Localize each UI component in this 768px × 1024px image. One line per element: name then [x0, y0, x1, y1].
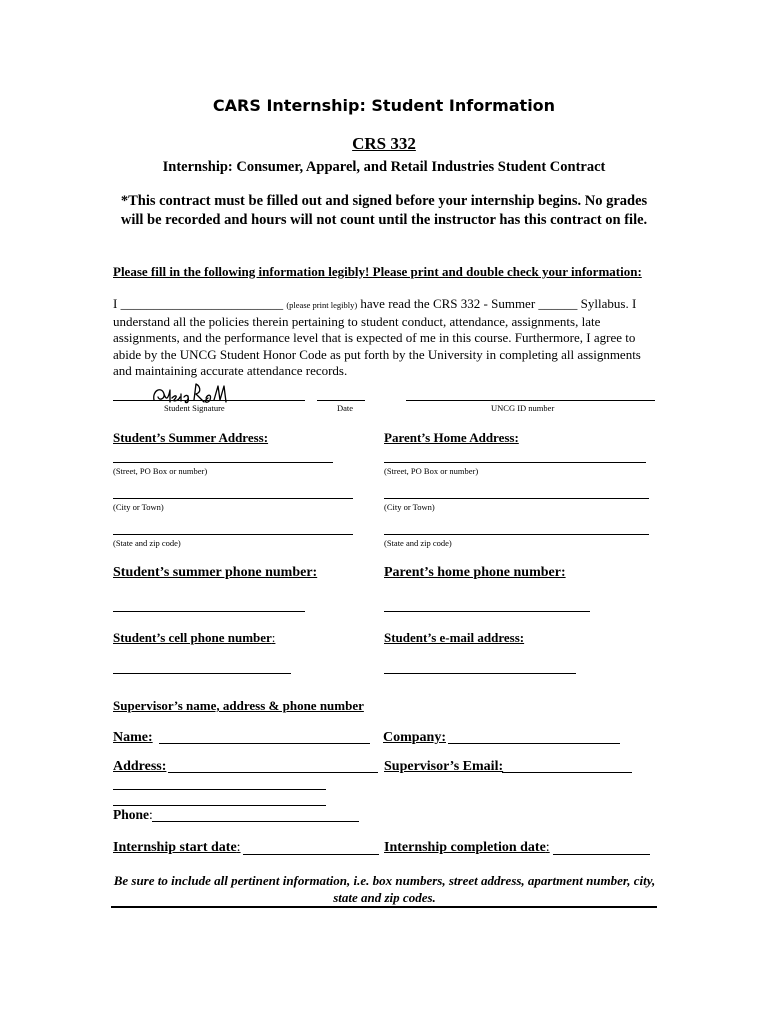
date-label: Date — [337, 403, 354, 413]
supervisor-address-line-2[interactable] — [113, 789, 326, 790]
parent-city-hint: (City or Town) — [384, 502, 435, 512]
summer-year-blank[interactable]: ______ — [538, 296, 578, 311]
internship-completion-line[interactable] — [553, 854, 650, 855]
company-line[interactable] — [448, 743, 620, 744]
course-code: CRS 332 — [352, 134, 416, 153]
completion-text: Internship completion date — [384, 840, 546, 855]
page-title: CARS Internship: Student Information — [212, 96, 556, 115]
start-text: Internship start date — [113, 840, 237, 855]
phone-colon: : — [149, 807, 153, 822]
fill-instructions: Please fill in the following information legibly! Please print and double check your information: — [113, 264, 642, 279]
parent-city-line[interactable] — [384, 498, 649, 499]
supervisor-name-line[interactable] — [159, 743, 370, 744]
agreement-body: Syllabus. I understand all the policies therein pertaining to student conduct, attendance, assignments, late assignments, and the performance level that is expected of me in this course. Furthermore, I agree to abide by the UNCG Student Honor Code as put forth by the University in completing all assignments and maintaining accurate attendance records. — [113, 296, 641, 378]
parent-home-phone-label: Parent’s home phone number: — [384, 565, 566, 580]
student-cell-line[interactable] — [113, 673, 291, 674]
student-cell-text: Student’s cell phone number — [113, 630, 272, 645]
student-street-hint: (Street, PO Box or number) — [113, 466, 208, 476]
date-line[interactable] — [317, 400, 365, 401]
student-state-hint: (State and zip code) — [113, 538, 181, 548]
student-signature-line[interactable] — [113, 400, 305, 401]
internship-start-line[interactable] — [243, 854, 379, 855]
student-email-line[interactable] — [384, 673, 576, 674]
student-street-line[interactable] — [113, 462, 333, 463]
parent-state-line[interactable] — [384, 534, 649, 535]
supervisor-address-line-1[interactable] — [168, 772, 378, 773]
supervisor-phone-label — [113, 807, 153, 823]
print-note: (please print legibly) — [286, 300, 358, 310]
student-address-label: Student’s Summer Address: — [113, 430, 269, 445]
supervisor-name-label: Name: — [113, 730, 153, 745]
supervisor-email-label: Supervisor’s Email: — [384, 759, 504, 774]
student-state-line[interactable] — [113, 534, 353, 535]
agreement-paragraph — [113, 296, 658, 380]
supervisor-address-line-3[interactable] — [113, 805, 326, 806]
uncg-id-line[interactable] — [406, 400, 655, 401]
parent-street-hint: (Street, PO Box or number) — [384, 466, 479, 476]
supervisor-email-line[interactable] — [502, 772, 632, 773]
student-summer-phone-label: Student’s summer phone number: — [113, 565, 318, 580]
uncg-id-label: UNCG ID number — [491, 403, 555, 413]
contract-subtitle: Internship: Consumer, Apparel, and Retail Industries Student Contract — [162, 159, 606, 175]
student-city-line[interactable] — [113, 498, 353, 499]
student-city-hint: (City or Town) — [113, 502, 164, 512]
parent-state-hint: (State and zip code) — [384, 538, 452, 548]
footer-rule — [111, 906, 657, 908]
parent-address-label: Parent’s Home Address: — [384, 430, 519, 445]
parent-home-phone-line[interactable] — [384, 611, 590, 612]
student-summer-phone-line[interactable] — [113, 611, 305, 612]
start-colon: : — [236, 840, 241, 855]
footer-note: Be sure to include all pertinent information, i.e. box numbers, street address, apartment number, city, state and zip codes. — [113, 873, 656, 905]
supervisor-address-label: Address: — [113, 759, 167, 774]
student-cell-colon: : — [271, 630, 276, 645]
completion-colon: : — [545, 840, 550, 855]
parent-street-line[interactable] — [384, 462, 646, 463]
student-name-blank[interactable]: _________________________ — [120, 296, 284, 311]
agreement-i: I — [113, 296, 118, 311]
supervisor-heading: Supervisor’s name, address & phone number — [113, 698, 364, 713]
internship-start-label — [113, 840, 241, 856]
contract-notice: *This contract must be filled out and signed before your internship begins. No grades will be recorded and hours will not count until the instructor has this contract on file. — [120, 193, 648, 228]
internship-completion-label — [384, 840, 550, 856]
supervisor-phone-line[interactable] — [152, 821, 359, 822]
phone-text: Phone — [113, 807, 150, 822]
student-email-label: Student’s e-mail address: — [384, 630, 525, 645]
student-signature-label: Student Signature — [164, 403, 225, 413]
agreement-read-text: have read the CRS 332 - Summer — [360, 296, 536, 311]
company-label: Company: — [383, 730, 447, 745]
student-cell-label — [113, 630, 275, 646]
